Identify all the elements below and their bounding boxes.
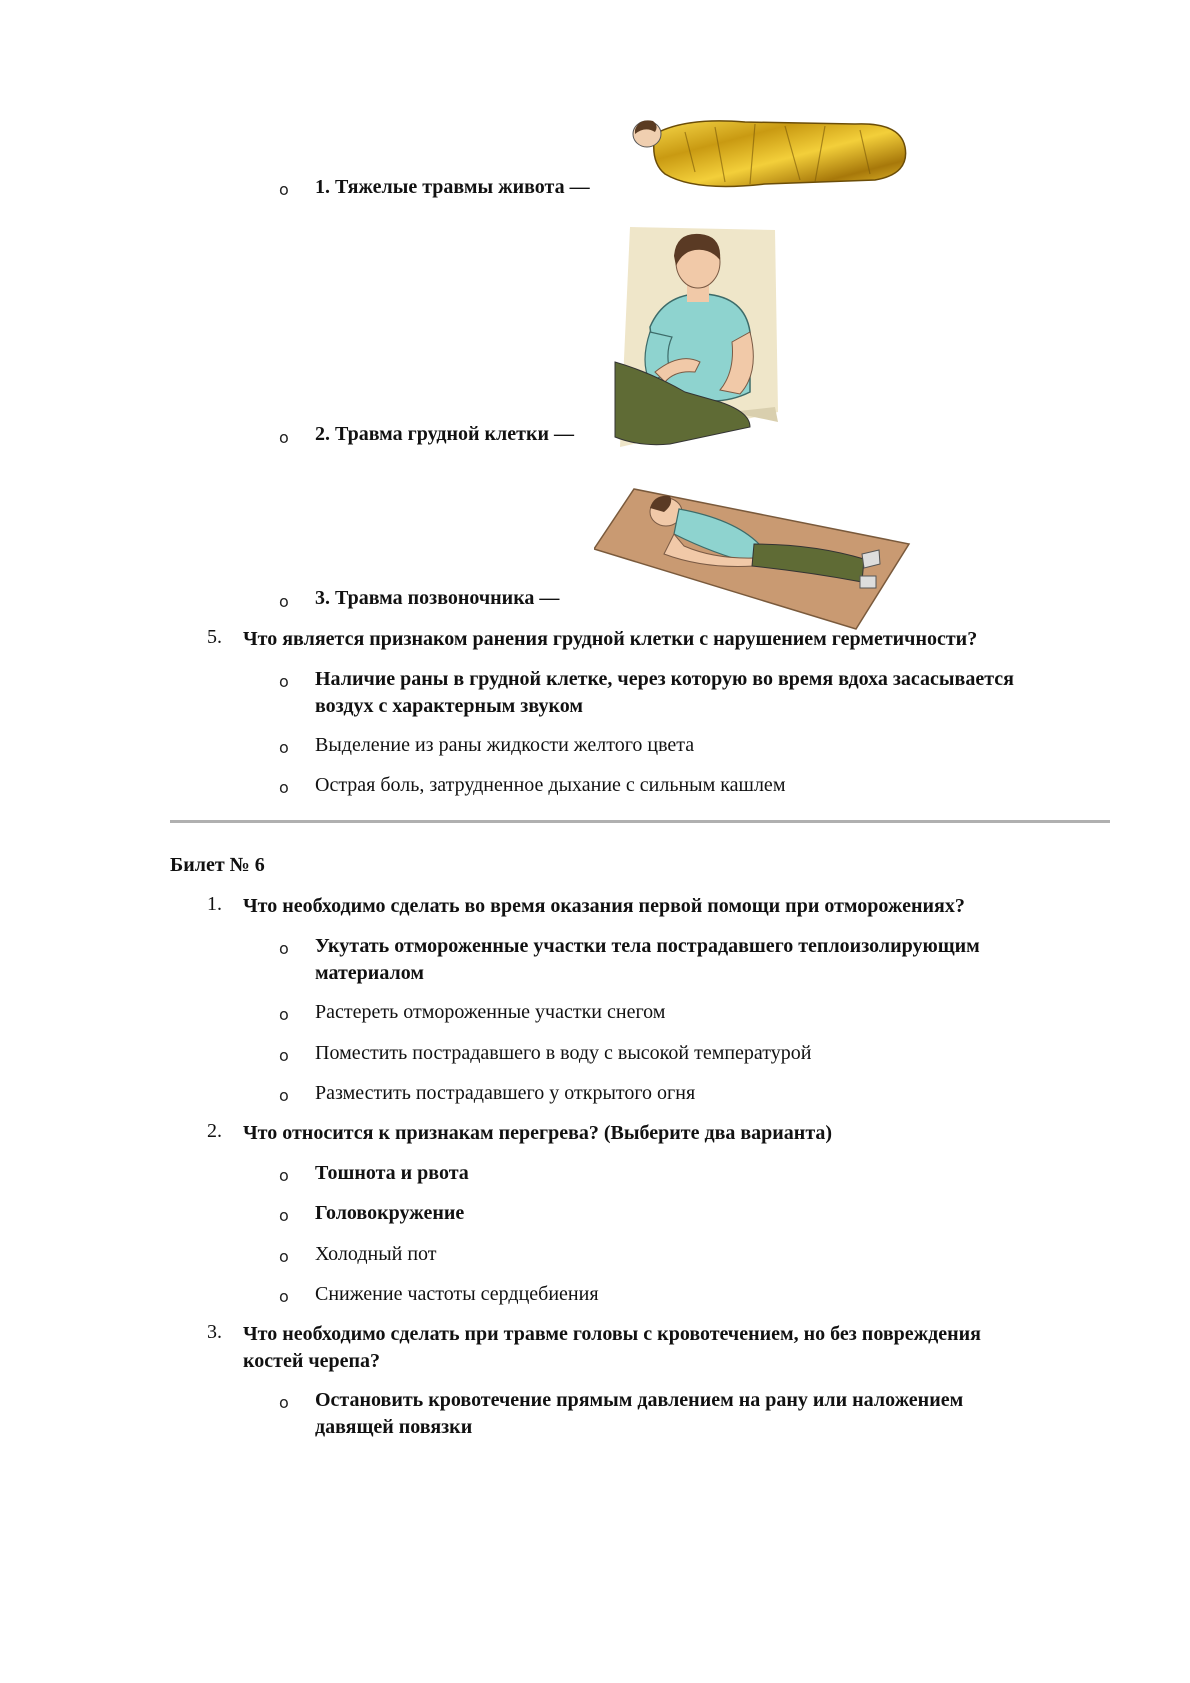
injury-label: 2. Травма грудной клетки — — [315, 423, 574, 445]
answer-line: воздух с характерным звуком — [315, 695, 583, 717]
list-bullet: o — [279, 738, 289, 757]
injury-label: 3. Травма позвоночника — — [315, 587, 560, 609]
ticket-title: Билет № 6 — [170, 854, 265, 876]
list-bullet: o — [279, 1086, 289, 1105]
list-bullet: o — [279, 1046, 289, 1065]
injury-label: 1. Тяжелые травмы живота — — [315, 176, 590, 198]
thermal-blanket-illustration — [625, 112, 910, 194]
answer-option-correct: Головокружение — [315, 1202, 465, 1224]
list-bullet: o — [279, 939, 289, 958]
answer-option-correct: Тошнота и рвота — [315, 1162, 469, 1184]
horizontal-divider — [170, 820, 1110, 823]
answer-option: Холодный пот — [315, 1243, 437, 1265]
list-bullet: o — [279, 592, 289, 611]
answer-option-correct — [315, 666, 1014, 720]
answer-option: Разместить пострадавшего у открытого огня — [315, 1082, 696, 1104]
answer-line: Наличие раны в грудной клетке, через которую во время вдоха засасывается — [315, 668, 1014, 690]
question-text: Что необходимо сделать во время оказания первой помощи при отморожениях? — [243, 895, 965, 917]
list-bullet: o — [279, 778, 289, 797]
answer-line: давящей повязки — [315, 1416, 473, 1438]
question-number: 2. — [207, 1120, 222, 1142]
sitting-person-illustration — [610, 222, 785, 452]
question-number: 3. — [207, 1321, 222, 1343]
list-bullet: o — [279, 1247, 289, 1266]
list-bullet: o — [279, 1005, 289, 1024]
list-bullet: o — [279, 428, 289, 447]
list-bullet: o — [279, 672, 289, 691]
answer-option: Выделение из раны жидкости желтого цвета — [315, 734, 695, 756]
answer-option: Острая боль, затрудненное дыхание с сильным кашлем — [315, 774, 786, 796]
list-bullet: o — [279, 1166, 289, 1185]
answer-option: Снижение частоты сердцебиения — [315, 1283, 599, 1305]
list-bullet: o — [279, 1393, 289, 1412]
question-text: Что является признаком ранения грудной клетки с нарушением герметичности? — [243, 628, 978, 650]
answer-line: Укутать отмороженные участки тела пострадавшего теплоизолирующим — [315, 935, 980, 957]
answer-option: Растереть отмороженные участки снегом — [315, 1001, 666, 1023]
list-bullet: o — [279, 1287, 289, 1306]
question-line: Что необходимо сделать при травме головы с кровотечением, но без повреждения — [243, 1323, 981, 1345]
lying-on-board-illustration — [594, 484, 914, 634]
question-text: Что относится к признакам перегрева? (Выберите два варианта) — [243, 1122, 833, 1144]
question-number: 1. — [207, 893, 222, 915]
list-bullet: o — [279, 1206, 289, 1225]
answer-option-correct — [315, 933, 980, 987]
answer-option: Поместить пострадавшего в воду с высокой температурой — [315, 1042, 812, 1064]
list-bullet: o — [279, 180, 289, 199]
answer-line: Остановить кровотечение прямым давлением на рану или наложением — [315, 1389, 964, 1411]
question-number: 5. — [207, 626, 222, 648]
question-line: костей черепа? — [243, 1350, 381, 1372]
question-text — [243, 1321, 981, 1375]
answer-option-correct — [315, 1387, 963, 1441]
answer-line: материалом — [315, 962, 424, 984]
